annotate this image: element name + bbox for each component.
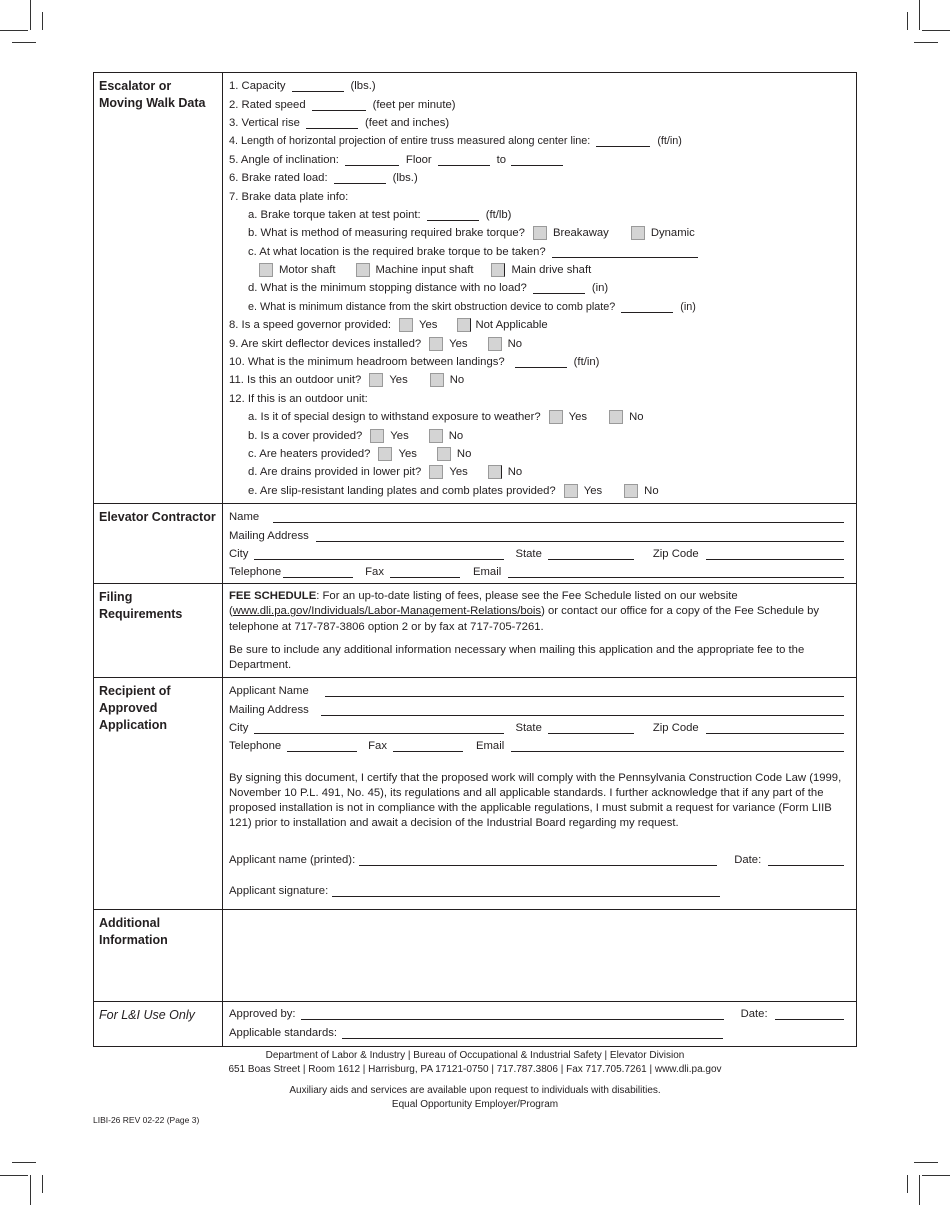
cover-yes-checkbox[interactable] bbox=[370, 429, 384, 443]
headroom-label: 10. What is the minimum headroom between landings? bbox=[229, 356, 505, 369]
unit-label: (feet and inches) bbox=[364, 116, 450, 129]
heaters-yes-checkbox[interactable] bbox=[378, 447, 392, 461]
yes-label: Yes bbox=[449, 337, 468, 350]
fee-schedule-link[interactable]: www.dli.pa.gov/Individuals/Labor-Management-Relations/bois bbox=[232, 605, 542, 618]
contractor-city-field[interactable] bbox=[254, 548, 504, 560]
unit-label: (in) bbox=[680, 300, 696, 313]
unit-label: (ft/in) bbox=[573, 356, 600, 369]
brake-plate-label: 7. Brake data plate info: bbox=[229, 190, 349, 203]
contractor-mailing-field[interactable] bbox=[316, 530, 844, 542]
rated-speed-label: 2. Rated speed bbox=[229, 98, 306, 111]
drains-no-checkbox[interactable] bbox=[488, 465, 502, 479]
brake-torque-label: a. Brake torque taken at test point: bbox=[248, 208, 421, 221]
email-label: Email bbox=[472, 566, 502, 579]
contractor-name-field[interactable] bbox=[273, 511, 844, 523]
crop-mark bbox=[914, 42, 938, 43]
special-label: a. Is it of special design to withstand exposure to weather? bbox=[248, 411, 541, 424]
special-yes-checkbox[interactable] bbox=[549, 410, 563, 424]
slip-label: e. Are slip-resistant landing plates and comb plates provided? bbox=[248, 484, 556, 497]
crop-mark bbox=[0, 1175, 28, 1176]
email-label: Email bbox=[475, 740, 505, 753]
crop-mark bbox=[907, 1175, 908, 1193]
crop-mark bbox=[12, 42, 36, 43]
contractor-fax-field[interactable] bbox=[390, 566, 460, 578]
if-outdoor-label: 12. If this is an outdoor unit: bbox=[229, 392, 368, 405]
governor-label: 8. Is a speed governor provided: bbox=[229, 319, 392, 332]
crop-mark bbox=[30, 1175, 31, 1205]
recipient-state-field[interactable] bbox=[548, 722, 634, 734]
fee-paragraph: FEE SCHEDULE: For an up-to-date listing of fees, please see the Fee Schedule listed on our website (www.dli.pa.gov/Individuals/Labor-Management-Relations/bois) or contact our office for a copy of the Fee Schedule by telephone at 717-787-3806 option 2 or by fax at 717-705-7261. bbox=[229, 590, 820, 633]
deflector-label: 9. Are skirt deflector devices installed? bbox=[229, 337, 422, 350]
brake-torque-field[interactable] bbox=[427, 209, 479, 221]
application-form bbox=[93, 72, 857, 1047]
city-label: City bbox=[229, 547, 249, 560]
no-label: No bbox=[456, 448, 472, 460]
yes-label: Yes bbox=[583, 484, 603, 497]
escalator-fields bbox=[223, 73, 856, 503]
printed-name-label: Applicant name (printed): bbox=[229, 853, 356, 866]
cover-label: b. Is a cover provided? bbox=[248, 429, 363, 442]
recipient-date-field[interactable] bbox=[768, 854, 844, 866]
crop-mark bbox=[922, 30, 950, 31]
yes-label: Yes bbox=[449, 466, 468, 479]
unit-label: (ft/in) bbox=[657, 135, 682, 148]
signature-field[interactable] bbox=[332, 885, 720, 897]
angle-field[interactable] bbox=[345, 154, 399, 166]
crop-mark bbox=[919, 1175, 920, 1205]
section-label: Filing Requirements bbox=[94, 584, 223, 677]
yes-label: Yes bbox=[390, 429, 409, 442]
unit-label: (lbs.) bbox=[350, 80, 376, 93]
vertical-rise-label: 3. Vertical rise bbox=[229, 116, 300, 129]
rated-speed-field[interactable] bbox=[312, 99, 366, 111]
contractor-section bbox=[94, 503, 856, 583]
standards-field[interactable] bbox=[342, 1027, 723, 1039]
breakaway-label: Breakaway bbox=[552, 227, 609, 240]
deflector-yes-checkbox[interactable] bbox=[429, 337, 443, 351]
machine-input-checkbox[interactable] bbox=[356, 263, 370, 277]
skirt-min-field[interactable] bbox=[621, 301, 673, 313]
applicant-name-field[interactable] bbox=[325, 685, 844, 697]
floor-from-field[interactable] bbox=[438, 154, 490, 166]
state-label: State bbox=[515, 721, 542, 734]
unit-label: (ft/lb) bbox=[485, 208, 512, 221]
yes-label: Yes bbox=[389, 374, 408, 387]
yes-label: Yes bbox=[568, 411, 588, 424]
fee-text: ) or contact our office for a copy of the Fee Schedule by telephone at 717-787-3806 option 2 or by fax at 717-705-7261. bbox=[229, 605, 820, 633]
brake-load-label: 6. Brake rated load: bbox=[229, 172, 328, 185]
escalator-section bbox=[94, 73, 856, 503]
approved-by-label: Approved by: bbox=[229, 1008, 296, 1021]
recipient-fax-field[interactable] bbox=[393, 740, 463, 752]
yes-label: Yes bbox=[419, 319, 438, 332]
crop-mark bbox=[922, 1175, 950, 1176]
state-label: State bbox=[515, 547, 542, 560]
brake-load-field[interactable] bbox=[334, 172, 386, 184]
zip-label: Zip Code bbox=[652, 547, 699, 560]
angle-label: 5. Angle of inclination: bbox=[229, 153, 339, 166]
heaters-no-checkbox[interactable] bbox=[437, 447, 451, 461]
form-revision: LIBI-26 REV 02-22 (Page 3) bbox=[93, 1115, 200, 1125]
no-label: No bbox=[644, 484, 659, 497]
section-label: Escalator or Moving Walk Data bbox=[94, 73, 223, 503]
yes-label: Yes bbox=[398, 448, 417, 460]
signature-label: Applicant signature: bbox=[229, 885, 329, 898]
name-label: Name bbox=[229, 511, 260, 524]
no-label: No bbox=[449, 374, 465, 387]
footer-line: Equal Opportunity Employer/Program bbox=[391, 1098, 559, 1110]
no-label: No bbox=[448, 429, 464, 442]
dynamic-label: Dynamic bbox=[650, 227, 695, 240]
motor-shaft-checkbox[interactable] bbox=[259, 263, 273, 277]
recipient-mailing-field[interactable] bbox=[321, 704, 844, 716]
cover-no-checkbox[interactable] bbox=[429, 429, 443, 443]
unit-label: (feet per minute) bbox=[372, 98, 456, 111]
certification-paragraph: By signing this document, I certify that the proposed work will comply with the Pennsylvania Construction Code Law (1999, November 10 P.L. 491, No. 45), its regulations and all applicable standards. I further acknowledge that if any part of the proposed installation is not in compliance with the applicable regulations, I must submit a request for variance (Form LIIB 121) prior to installation and await a decision of the Industrial Board regarding my request. bbox=[229, 771, 842, 830]
official-section bbox=[94, 1001, 856, 1046]
vertical-rise-field[interactable] bbox=[306, 117, 358, 129]
fee-text: : For an up-to-date listing of fees, please see the Fee Schedule listed on our website bbox=[316, 590, 738, 602]
contractor-telephone-field[interactable] bbox=[283, 566, 353, 578]
fax-label: Fax bbox=[368, 740, 387, 753]
crop-mark bbox=[0, 30, 28, 31]
official-fields bbox=[223, 1002, 856, 1046]
fax-label: Fax bbox=[365, 566, 384, 579]
not-applicable-label: Not Applicable bbox=[475, 319, 548, 332]
heaters-label: c. Are heaters provided? bbox=[248, 448, 371, 460]
unit-label: (lbs.) bbox=[392, 172, 418, 185]
filing-section bbox=[94, 583, 856, 677]
breakaway-checkbox[interactable] bbox=[533, 226, 547, 240]
floor-to-field[interactable] bbox=[511, 154, 563, 166]
recipient-city-field[interactable] bbox=[254, 722, 504, 734]
contractor-zip-field[interactable] bbox=[706, 548, 844, 560]
crop-mark bbox=[907, 12, 908, 30]
motor-shaft-label: Motor shaft bbox=[279, 264, 336, 277]
recipient-zip-field[interactable] bbox=[706, 722, 844, 734]
standards-label: Applicable standards: bbox=[229, 1026, 338, 1039]
printed-name-field[interactable] bbox=[359, 854, 717, 866]
skirt-min-label: e. What is minimum distance from the skirt obstruction device to comb plate? bbox=[248, 300, 616, 313]
crop-mark bbox=[914, 1162, 938, 1163]
footer-line: Department of Labor & Industry | Bureau of Occupational & Industrial Safety | Elevator Division bbox=[265, 1050, 685, 1061]
footer-address bbox=[0, 1049, 950, 1076]
unit-label: (in) bbox=[591, 282, 609, 295]
zip-label: Zip Code bbox=[652, 721, 699, 734]
crop-mark bbox=[42, 1175, 43, 1193]
stopping-field[interactable] bbox=[533, 282, 585, 294]
official-date-field[interactable] bbox=[775, 1008, 844, 1020]
additional-info-area[interactable] bbox=[223, 910, 856, 1001]
footer-line: Auxiliary aids and services are available upon request to individuals with disabilities. bbox=[289, 1085, 661, 1096]
applicant-name-label: Applicant Name bbox=[229, 685, 309, 698]
location-field[interactable] bbox=[552, 246, 698, 258]
section-label: Recipient of Approved Application bbox=[94, 678, 223, 909]
deflector-no-checkbox[interactable] bbox=[488, 337, 502, 351]
filing-body bbox=[223, 584, 856, 677]
outdoor-yes-checkbox[interactable] bbox=[369, 373, 383, 387]
telephone-label: Telephone bbox=[229, 740, 282, 753]
drains-label: d. Are drains provided in lower pit? bbox=[248, 466, 422, 479]
additional-section bbox=[94, 909, 856, 1001]
method-label: b. What is method of measuring required brake torque? bbox=[248, 227, 525, 240]
no-label: No bbox=[507, 337, 523, 350]
crop-mark bbox=[919, 0, 920, 30]
recipient-telephone-field[interactable] bbox=[287, 740, 357, 752]
no-label: No bbox=[629, 411, 644, 424]
date-label: Date: bbox=[740, 1008, 768, 1021]
contractor-fields bbox=[223, 504, 856, 583]
footer-notice bbox=[0, 1084, 950, 1111]
section-label: Elevator Contractor bbox=[94, 504, 223, 583]
footer-line: 651 Boas Street | Room 1612 | Harrisburg, PA 17121-0750 | 717.787.3806 | Fax 717.705.7261 | www.dli.pa.gov bbox=[228, 1063, 722, 1075]
length-label: 4. Length of horizontal projection of entire truss measured along center line: bbox=[229, 135, 591, 148]
no-label: No bbox=[507, 466, 523, 479]
recipient-section bbox=[94, 677, 856, 909]
slip-no-checkbox[interactable] bbox=[624, 484, 638, 498]
telephone-label: Telephone bbox=[229, 566, 282, 579]
section-label: Additional Information bbox=[94, 910, 223, 1001]
mailing-label: Mailing Address bbox=[229, 529, 309, 542]
recipient-fields bbox=[223, 678, 856, 909]
crop-mark bbox=[42, 12, 43, 30]
crop-mark bbox=[12, 1162, 36, 1163]
floor-label: Floor bbox=[405, 153, 432, 166]
location-label: c. At what location is the required brake torque to be taken? bbox=[248, 245, 546, 258]
outdoor-label: 11. Is this an outdoor unit? bbox=[229, 374, 362, 387]
include-paragraph: Be sure to include any additional information necessary when mailing this application and the appropriate fee to the Department. bbox=[229, 643, 805, 672]
main-drive-label: Main drive shaft bbox=[511, 264, 592, 277]
slip-yes-checkbox[interactable] bbox=[564, 484, 578, 498]
length-field[interactable] bbox=[596, 135, 650, 147]
stopping-label: d. What is the minimum stopping distance with no load? bbox=[248, 282, 527, 295]
city-label: City bbox=[229, 721, 249, 734]
crop-mark bbox=[30, 0, 31, 30]
machine-input-label: Machine input shaft bbox=[375, 264, 474, 277]
section-label: For L&I Use Only bbox=[94, 1002, 223, 1046]
recipient-email-field[interactable] bbox=[511, 740, 844, 752]
approved-by-field[interactable] bbox=[301, 1008, 724, 1020]
contractor-email-field[interactable] bbox=[508, 566, 844, 578]
outdoor-no-checkbox[interactable] bbox=[430, 373, 444, 387]
governor-yes-checkbox[interactable] bbox=[399, 318, 413, 332]
capacity-field[interactable] bbox=[292, 80, 344, 92]
headroom-field[interactable] bbox=[515, 356, 567, 368]
to-label: to bbox=[496, 153, 507, 166]
drains-yes-checkbox[interactable] bbox=[429, 465, 443, 479]
governor-na-checkbox[interactable] bbox=[457, 318, 471, 332]
contractor-state-field[interactable] bbox=[548, 548, 634, 560]
mailing-label: Mailing Address bbox=[229, 703, 309, 716]
dynamic-checkbox[interactable] bbox=[631, 226, 645, 240]
date-label: Date: bbox=[734, 853, 762, 866]
special-no-checkbox[interactable] bbox=[609, 410, 623, 424]
main-drive-checkbox[interactable] bbox=[491, 263, 505, 277]
fee-heading: FEE SCHEDULE bbox=[229, 590, 317, 602]
capacity-label: 1. Capacity bbox=[229, 80, 286, 93]
